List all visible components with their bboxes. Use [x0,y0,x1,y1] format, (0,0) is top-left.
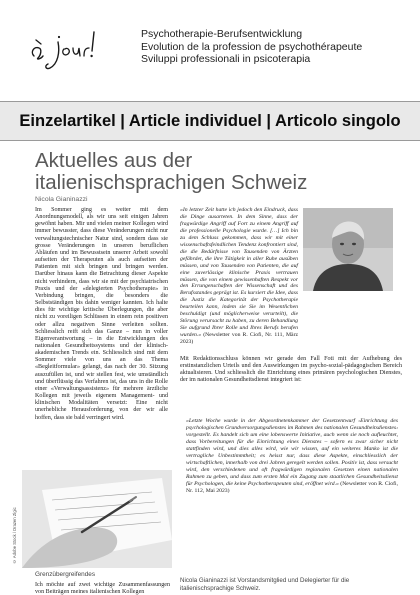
article-title-line-2: italienischsprachigen Schweiz [35,171,308,194]
header-line-de: Psychotherapie-Berufsentwicklung [141,28,303,40]
author-portrait [303,208,393,291]
article-title [35,150,307,194]
writing-hand-photo [22,470,172,568]
quote-ciofi-111-ref: (Newsletter von R. Ciofi, Nr. 111, März 2023) [180,332,299,346]
left-column-tail: Ich möchte auf zwei wichtige Zusammenfassungen von Beiträgen meines italienischen Kollegen [35,582,170,595]
a-jour-logo [28,18,98,78]
left-subheading: Grenzübergreifendes [35,571,96,578]
page-header [0,0,420,98]
quote-ciofi-111 [180,207,298,346]
article-title-line-1: Aktuelles aus der [35,149,193,172]
left-column-text [35,207,168,422]
article-author: Nicola Gianinazzi [35,196,88,203]
left-column-paragraph: Im Sommer ging es weiter mit dem Anordnungsmodell, als wir uns seit einigen Jahren gewöhnt haben. Mir und vielen meiner Kollegen wird immer bewusster, dass diese Veränderungen nicht nur verwaltungstechnischer Natur sind, sondern dass sie grosse Veränderungen in unseren beruflichen Abläufen und im Bewusstsein unserer Arbeit sowohl aufseiten der Therapeuten als auch aufseiten der Patienten mit sich bringen und bringen werden. Darüber hinaus kann die Betrachtung dieser Aspekte nicht verhindern, dass wir sie mit der psychiatrischen Praxis und der «delegierten Psychotherapie» in Verbindung bringen, die besonders die Selbstständigen bis dahin weniger kannten. Ich halte dies für wichtige kritische Überlegungen, die aber nicht zu voreiligen Schlüssen in einem rein positiven oder allzu negativen Sinne verleiten sollten. Schliesslich reift sich das Ganze – nun in voller Eigenverantwortung – in die Entwicklungen des nationalen Gesundheitssystems und der klinisch-akademischen Trends ein. Schliesslich sind mit dem Sommer viele von uns an das Thema «Begleitformular» gelangt, das nach der 30. Sitzung auszufüllen ist, und wir stellen fest, wie umständlich und überflüssig das Verfahren ist, das uns in die Rolle einer «Verwaltungsassistenz» für mehrere ärztliche Kollegen mit jeweils eigenem Management- und klinischen Modalitäten versetzt: Eine nicht unerhebliche Herausforderung, von der wir alle hoffen, dass sie bald verringert wird. [35,207,168,421]
author-portrait-image [303,208,393,291]
writing-hand-illustration [22,470,172,568]
quote-ciofi-112-text: «Letzte Woche wurde in der Abgeordnetenkammer der Gesetzentwurf ‹Einrichtung des psychologischen Grundversorgungsdienstes im Rahmen des nationalen Gesundheitsdienstes› vorgestellt. Es handelt sich um eine lobenswerte Initiative, auch wenn sie noch aufleuchtet, dass Vorbereitungen für die Einrichtung eines Dienstes – sofern es zwar sicher nicht stattfinden wird, und dies alles wird, wie wir wissen, auf ein weiteres Manko ist die vertragliche Unbestimmtheit; es heisst nur, dass diese Aspekte, einschliesslich der wirtschaftlichen, innerhalb von drei Jahren geregelt werden sollen. Positiv ist, dass versucht wird, den verschiedenen und oft fragwürdigen regionalen Gesetzen einen nationalen Rahmen zu geben, und dass zum ersten Mal ein Zugang zum staatlichen Gesundheitsdienst für Psychologen, die keine Psychotherapeuten sind, eröffnet wird.» [186,418,398,487]
photo-credit: © Adobe Stock / Drazen Zigic [12,507,17,564]
article-type-banner: Einzelartikel | Article individuel | Articolo singolo [0,101,420,141]
quote-ciofi-111-text: «In letzter Zeit hatte ich jedoch den Eindruck, dass die Dinge ausarteten. In dem Sinne, dass der fragwürdige Angriff auf Fort zu einem Angriff auf die professionelle Psychologie wurde. […] Ich bin zu dem Schluss gekommen, dass wir mit einer wissenschaftsfeindlichen Tendenz konfrontiert sind, die die Bedürfnisse von Tausenden von Ärzten gefährdet, die ihre Tätigkeit in aller Ruhe ausüben müssen, und von Tausenden von Patienten, die auf eine zuverlässige klinische Praxis vertrauen müssen, die von einem gewissenhaften Respekt vor den Errungenschaften der Wissenschaft und des Berufsstandes geprägt ist. Es kursiert die Idee, dass die Justiz die Kategorität der Psychotherapie beurteilen kann, indem sie Sie im Wesentlichen beschuldigt (und möglicherweise verurteilt), die Störung verursacht zu haben, zu deren Behandlung Sie aufgrund Ihrer Rolle und Ihres Berufs berufen wurden.» [180,207,299,339]
header-lines [141,28,362,66]
author-caption: Nicola Gianinazzi ist Vorstandsmitglied und Delegierter für die italienischsprachige Schweiz. [180,577,350,592]
body-paragraph-foti: Mit Redaktionsschluss können wir gerade den Fall Foti mit der Aufhebung des erstinstanzlichen Urteils und den Auswirkungen im psycho-sozial-pädagogischen Bereich aktualisieren. Und schliesslich die Einrichtung eines primären psychologischen Dienstes, der im nationalen Gesundheitsdienst integriert ist: [180,356,402,384]
header-line-fr: Evolution de la profession de psychothérapeute [141,40,363,53]
header-line-it: Sviluppi professionali in psicoterapia [141,53,311,65]
quote-ciofi-112 [186,418,398,494]
a-jour-logo-mark [28,18,98,78]
quote-ciofi-112-ref: (Newsletter von R. Ciofi, Nr. 112, Mai 2023) [186,480,399,494]
